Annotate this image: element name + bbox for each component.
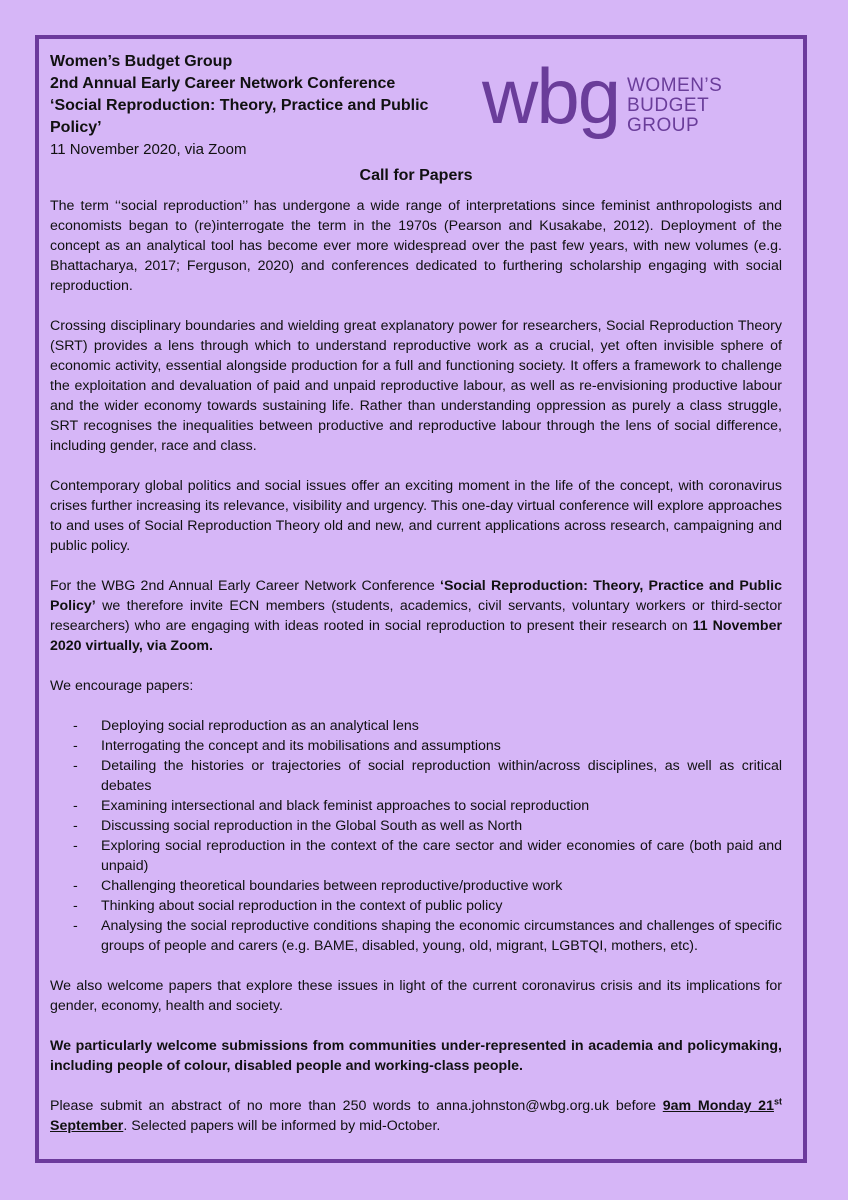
dash-marker: - bbox=[73, 918, 78, 934]
list-item-text: Discussing social reproduction in the Global South as well as North bbox=[101, 818, 523, 834]
deadline-month: September bbox=[50, 1118, 124, 1134]
list-item-text: Analysing the social reproductive conditions shaping the economic circumstances and challenges of specific groups of people and carers (e.g. BAME, disabled, young, old, migrant, LGBTQI, mothers, etc). bbox=[101, 918, 782, 954]
conference-name: 2nd Annual Early Career Network Conference bbox=[50, 75, 396, 92]
submission-text-2: . Selected papers will be informed by mid-October. bbox=[123, 1118, 441, 1134]
list-item-text: Exploring social reproduction in the context of the care sector and wider economies of care (both paid and unpaid) bbox=[101, 838, 782, 874]
deadline-month-wrap bbox=[50, 1118, 123, 1134]
call-for-papers-heading: Call for Papers bbox=[359, 167, 473, 184]
list-item bbox=[50, 876, 782, 896]
invitation-text-1: For the WBG 2nd Annual Early Career Network Conference bbox=[50, 578, 441, 594]
dash-marker: - bbox=[73, 738, 78, 754]
logo-line-3: GROUP bbox=[627, 115, 700, 136]
intro-paragraph: The term ‘‘social reproduction’’ has undergone a wide range of interpretations since feminist anthropologists and economists began to (re)interrogate the term in the 1970s (Pearson and Kusakabe, 2012). Deployment of the concept as an analytical tool has become ever more widespread over the past few years, with new volumes (e.g. Bhattacharya, 2017; Ferguson, 2020) and conferences dedicated to furthering scholarship engaging with social reproduction. bbox=[50, 198, 782, 294]
dash-marker: - bbox=[73, 798, 78, 814]
dash-marker: - bbox=[73, 758, 78, 774]
dash-marker: - bbox=[73, 878, 78, 894]
document-header bbox=[50, 51, 480, 160]
dash-marker: - bbox=[73, 718, 78, 734]
list-item bbox=[50, 756, 782, 796]
invitation-paragraph bbox=[50, 576, 782, 656]
inclusion-paragraph bbox=[50, 1036, 782, 1076]
encourage-line: We encourage papers: bbox=[50, 678, 194, 694]
dash-marker: - bbox=[73, 898, 78, 914]
invitation-date: 11 November 2020 virtually, via Zoom. bbox=[50, 618, 782, 654]
list-item bbox=[50, 736, 782, 756]
list-item-text: Challenging theoretical boundaries between reproductive/productive work bbox=[101, 878, 563, 894]
topics-list bbox=[50, 716, 782, 956]
deadline-ordinal: st bbox=[773, 1096, 782, 1107]
submission-paragraph bbox=[50, 1096, 782, 1136]
document-body bbox=[50, 51, 782, 1136]
invitation-title: ‘Social Reproduction: Theory, Practice and Public Policy’ bbox=[50, 578, 782, 614]
list-item bbox=[50, 836, 782, 876]
org-name: Women’s Budget Group bbox=[50, 53, 233, 70]
list-item bbox=[50, 816, 782, 836]
logo-line-1: WOMEN’S bbox=[627, 75, 723, 96]
dash-marker: - bbox=[73, 838, 78, 854]
list-item bbox=[50, 916, 782, 956]
list-item-text: Detailing the histories or trajectories of social reproduction within/across disciplines, as well as critical debates bbox=[101, 758, 782, 794]
dash-marker: - bbox=[73, 818, 78, 834]
submission-text-1: Please submit an abstract of no more than 250 words to anna.johnston@wbg.org.uk before bbox=[50, 1098, 663, 1114]
page-content-area bbox=[35, 35, 807, 1163]
deadline-text bbox=[663, 1098, 782, 1114]
inclusion-text: We particularly welcome submissions from communities under-represented in academia and policymaking, including people of colour, disabled people and working-class people. bbox=[50, 1038, 782, 1074]
conference-date: 11 November 2020, via Zoom bbox=[50, 141, 247, 158]
invitation-text-2: we therefore invite ECN members (students, academics, civil servants, voluntary workers or third-sector researchers) who are engaging with ideas rooted in social reproduction to present their research on bbox=[50, 598, 782, 634]
list-item-text: Examining intersectional and black feminist approaches to social reproduction bbox=[101, 798, 590, 814]
logo-mark: wbg bbox=[482, 52, 620, 140]
context-paragraph: Contemporary global politics and social issues offer an exciting moment in the life of the concept, with coronavirus crises further increasing its relevance, visibility and urgency. This one-day virtual conference will explore approaches to and uses of Social Reproduction Theory old and new, and current applications across research, campaigning and public policy. bbox=[50, 478, 782, 554]
deadline-day: 9am Monday 21 bbox=[662, 1098, 774, 1114]
conference-title: ‘Social Reproduction: Theory, Practice and Public Policy’ bbox=[50, 97, 429, 136]
list-item-text: Thinking about social reproduction in the context of public policy bbox=[101, 898, 503, 914]
list-item bbox=[50, 896, 782, 916]
coronavirus-paragraph: We also welcome papers that explore these issues in light of the current coronavirus crisis and its implications for gender, economy, health and society. bbox=[50, 978, 782, 1014]
list-item bbox=[50, 716, 782, 736]
logo-line-2: BUDGET bbox=[627, 95, 710, 116]
list-item-text: Deploying social reproduction as an analytical lens bbox=[101, 718, 419, 734]
list-item bbox=[50, 796, 782, 816]
list-item-text: Interrogating the concept and its mobilisations and assumptions bbox=[101, 738, 501, 754]
srt-paragraph: Crossing disciplinary boundaries and wielding great explanatory power for researchers, Social Reproduction Theory (SRT) provides a lens through which to understand reproductive work as a crucial, yet often invisible sphere of economic activity, essential alongside production for a full and functioning society. It offers a framework to challenge the exploitation and devaluation of paid and unpaid reproductive labour, as well as re-envisioning productive labour and the wider economy towards sustaining life. Rather than understanding oppression as purely a class struggle, SRT recognises the inequalities between productive and reproductive labour through the lens of social difference, including gender, race and class. bbox=[50, 318, 782, 454]
